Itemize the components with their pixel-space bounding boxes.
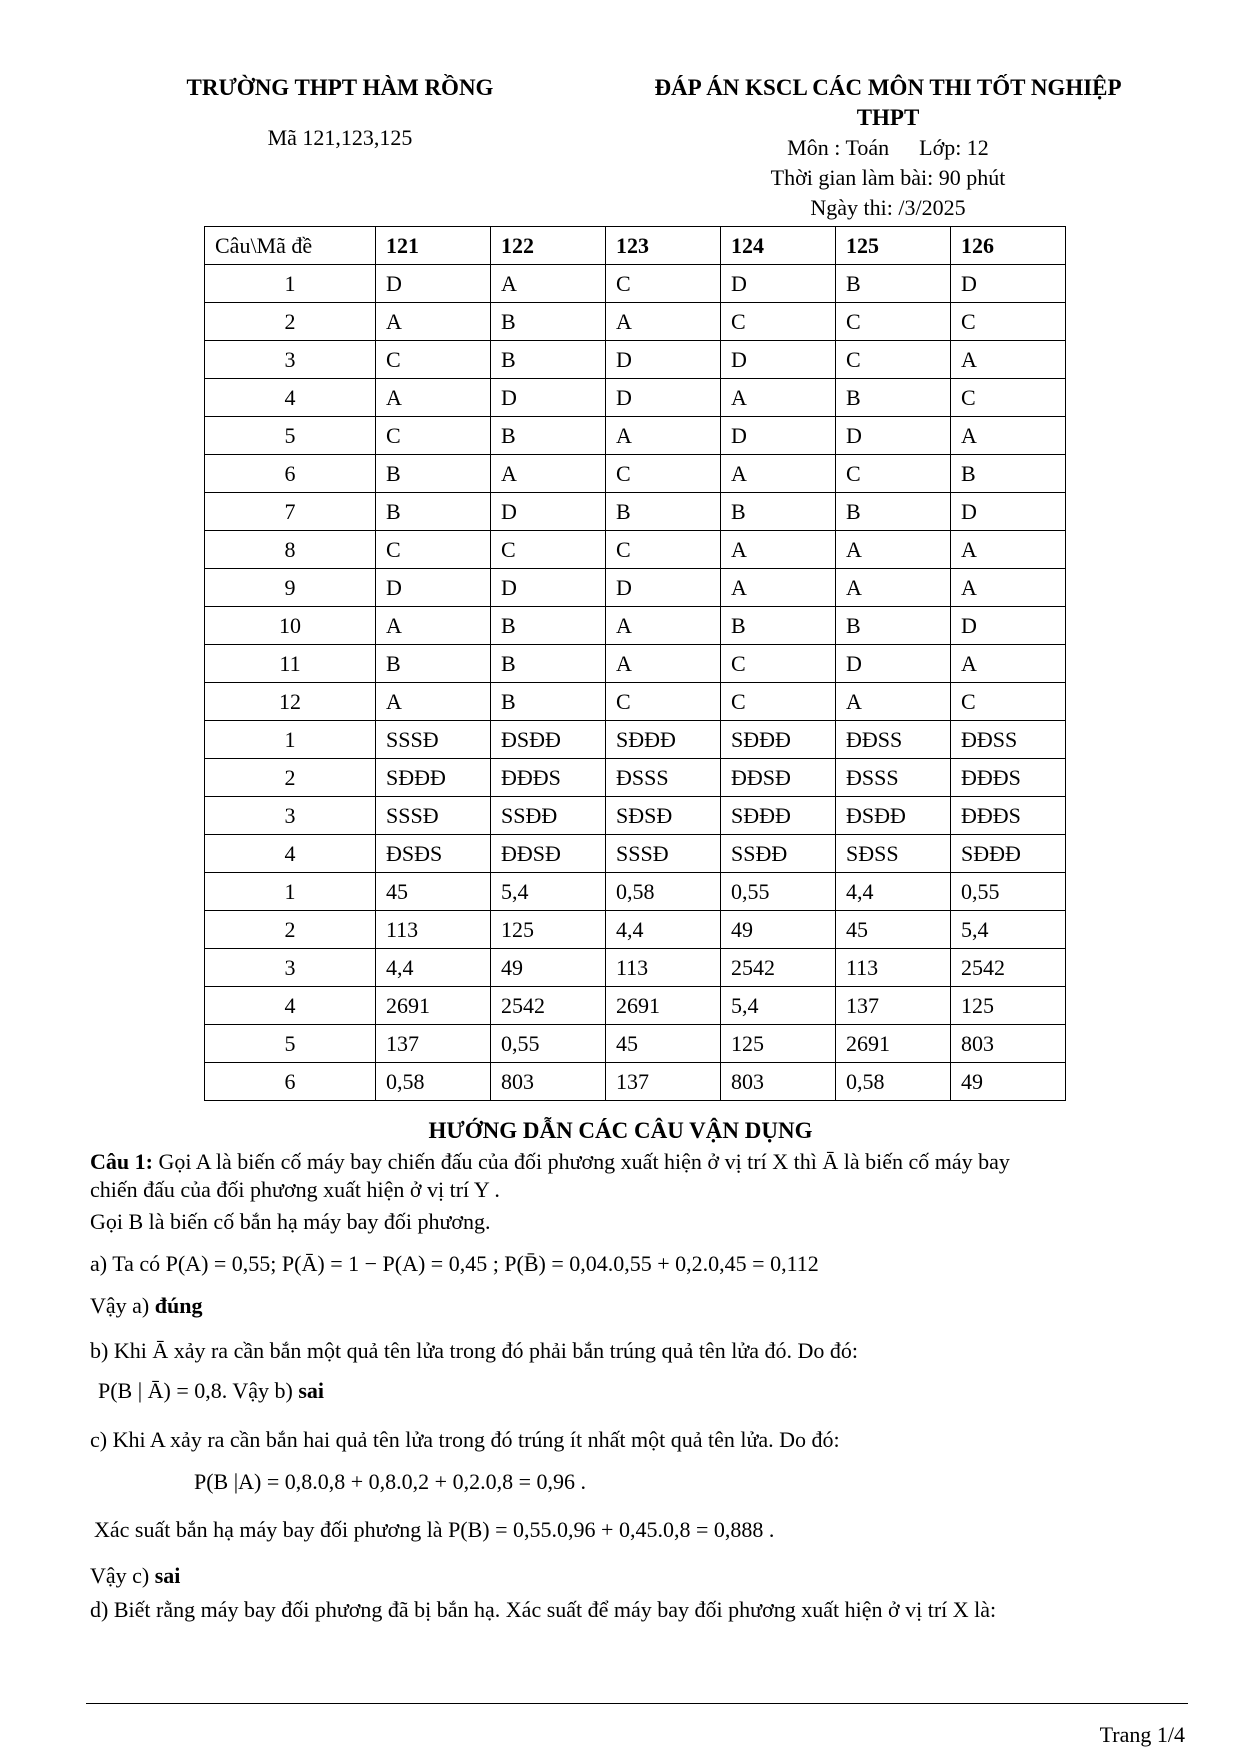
answer-cell: D	[721, 341, 836, 379]
header-cell-code: 124	[721, 227, 836, 265]
answer-cell: 0,58	[376, 1063, 491, 1101]
header-cell-code: 123	[606, 227, 721, 265]
guide-title: HƯỚNG DẪN CÁC CÂU VẬN DỤNG	[428, 1118, 813, 1143]
answer-cell: A	[376, 379, 491, 417]
answer-cell: B	[376, 493, 491, 531]
table-row	[205, 265, 1066, 303]
answer-cell: B	[836, 379, 951, 417]
part-c-verdict: sai	[154, 1563, 181, 1588]
answer-cell: SĐĐĐ	[721, 797, 836, 835]
answer-cell: D	[491, 493, 606, 531]
answer-cell: 4,4	[836, 873, 951, 911]
header-cell-question: Câu\Mã đề	[205, 227, 376, 265]
table-row	[205, 987, 1066, 1025]
answer-cell: B	[836, 265, 951, 303]
answer-cell: 2542	[951, 949, 1066, 987]
answer-cell: 137	[606, 1063, 721, 1101]
answer-cell: 0,58	[606, 873, 721, 911]
answer-cell: A	[376, 607, 491, 645]
table-row	[205, 341, 1066, 379]
table-row	[205, 911, 1066, 949]
answer-cell: A	[491, 455, 606, 493]
answer-cell: B	[491, 417, 606, 455]
part-b-verdict: sai	[298, 1378, 325, 1403]
question-number-cell: 3	[205, 341, 376, 379]
document-title-line2: THPT	[856, 105, 920, 130]
table-row	[205, 949, 1066, 987]
answer-cell: A	[606, 645, 721, 683]
answer-cell: 5,4	[721, 987, 836, 1025]
answer-cell: 0,55	[951, 873, 1066, 911]
answer-cell: 2691	[836, 1025, 951, 1063]
answer-cell: C	[951, 683, 1066, 721]
answer-cell: C	[606, 265, 721, 303]
question-number-cell: 4	[205, 987, 376, 1025]
table-row	[205, 569, 1066, 607]
answer-cell: C	[376, 531, 491, 569]
question-number-cell: 3	[205, 949, 376, 987]
answer-cell: C	[836, 455, 951, 493]
answer-table	[204, 226, 1066, 1101]
answer-cell: A	[491, 265, 606, 303]
cau1-line2: chiến đấu của đối phương xuất hiện ở vị trí Y .	[90, 1177, 500, 1202]
question-number-cell: 6	[205, 455, 376, 493]
part-b-prefix: . Vậy b)	[221, 1378, 299, 1403]
answer-cell: SĐSS	[836, 835, 951, 873]
answer-cell: D	[491, 379, 606, 417]
table-row	[205, 379, 1066, 417]
question-number-cell: 1	[205, 721, 376, 759]
question-number-cell: 2	[205, 303, 376, 341]
answer-cell: 4,4	[606, 911, 721, 949]
answer-cell: SĐĐĐ	[376, 759, 491, 797]
question-number-cell: 6	[205, 1063, 376, 1101]
answer-cell: 137	[376, 1025, 491, 1063]
part-d-line: d) Biết rằng máy bay đối phương đã bị bắn hạ. Xác suất để máy bay đối phương xuất hiện ở vị trí X là:	[90, 1597, 997, 1622]
question-number-cell: 3	[205, 797, 376, 835]
answer-cell: SSSĐ	[376, 797, 491, 835]
answer-cell: A	[836, 531, 951, 569]
answer-cell: ĐĐSĐ	[721, 759, 836, 797]
table-row	[205, 835, 1066, 873]
question-number-cell: 2	[205, 759, 376, 797]
answer-cell: 125	[951, 987, 1066, 1025]
answer-cell: B	[606, 493, 721, 531]
table-row	[205, 493, 1066, 531]
exam-date: Ngày thi: /3/2025	[810, 195, 966, 220]
part-a-verdict: đúng	[154, 1293, 203, 1318]
answer-cell: A	[836, 569, 951, 607]
answer-cell: C	[606, 455, 721, 493]
page-number: Trang 1/4	[1099, 1722, 1185, 1747]
answer-cell: A	[721, 531, 836, 569]
answer-cell: A	[721, 569, 836, 607]
answer-cell: 0,58	[836, 1063, 951, 1101]
answer-cell: 5,4	[491, 873, 606, 911]
table-row	[205, 873, 1066, 911]
answer-cell: 4,4	[376, 949, 491, 987]
answer-cell: A	[951, 569, 1066, 607]
answer-cell: D	[951, 493, 1066, 531]
answer-cell: SĐĐĐ	[721, 721, 836, 759]
answer-cell: B	[376, 455, 491, 493]
table-row	[205, 797, 1066, 835]
answer-cell: 49	[721, 911, 836, 949]
answer-cell: B	[951, 455, 1066, 493]
subject-grade-line	[618, 133, 1158, 163]
answer-cell: 0,55	[491, 1025, 606, 1063]
answer-cell: D	[836, 417, 951, 455]
answer-cell: SSSĐ	[376, 721, 491, 759]
answer-cell: B	[721, 607, 836, 645]
answer-cell: ĐSSS	[606, 759, 721, 797]
answer-cell: B	[491, 683, 606, 721]
answer-cell: B	[491, 341, 606, 379]
answer-cell: 803	[721, 1063, 836, 1101]
answer-cell: 803	[951, 1025, 1066, 1063]
question-number-cell: 4	[205, 379, 376, 417]
answer-cell: SĐSĐ	[606, 797, 721, 835]
part-b-calc: P(B | Ā) = 0,8	[98, 1378, 222, 1403]
answer-cell: C	[376, 341, 491, 379]
subject: Môn : Toán	[787, 135, 890, 160]
answer-cell: C	[491, 531, 606, 569]
question-number-cell: 1	[205, 265, 376, 303]
answer-cell: A	[606, 303, 721, 341]
answer-cell: C	[606, 683, 721, 721]
answer-cell: A	[606, 607, 721, 645]
answer-cell: 0,55	[721, 873, 836, 911]
footer-rule	[86, 1703, 1188, 1704]
answer-cell: A	[951, 341, 1066, 379]
answer-cell: A	[721, 379, 836, 417]
part-c-line3: Xác suất bắn hạ máy bay đối phương là P(B) = 0,55.0,96 + 0,45.0,8 = 0,888 .	[94, 1517, 775, 1542]
cau1-text: Gọi A là biến cố máy bay chiến đấu của đối phương xuất hiện ở vị trí X thì Ā là biến cố máy bay	[158, 1149, 1010, 1174]
header-cell-code: 125	[836, 227, 951, 265]
table-row	[205, 721, 1066, 759]
table-row	[205, 455, 1066, 493]
answer-cell: 45	[836, 911, 951, 949]
duration: Thời gian làm bài: 90 phút	[770, 165, 1006, 190]
table-row	[205, 303, 1066, 341]
answer-cell: 5,4	[951, 911, 1066, 949]
table-row	[205, 417, 1066, 455]
answer-cell: D	[721, 417, 836, 455]
answer-cell: ĐSSS	[836, 759, 951, 797]
answer-cell: D	[951, 265, 1066, 303]
answer-cell: ĐSĐĐ	[836, 797, 951, 835]
question-number-cell: 4	[205, 835, 376, 873]
answer-cell: A	[951, 417, 1066, 455]
answer-cell: SSĐĐ	[721, 835, 836, 873]
answer-cell: ĐĐĐS	[491, 759, 606, 797]
header-cell-code: 122	[491, 227, 606, 265]
answer-cell: C	[836, 341, 951, 379]
table-row	[205, 645, 1066, 683]
question-number-cell: 5	[205, 417, 376, 455]
header-left	[150, 73, 530, 153]
answer-cell: 113	[376, 911, 491, 949]
exam-codes: Mã 121,123,125	[267, 125, 413, 150]
answer-cell: C	[376, 417, 491, 455]
answer-cell: 45	[606, 1025, 721, 1063]
header-cell-code: 126	[951, 227, 1066, 265]
answer-cell: 125	[721, 1025, 836, 1063]
answer-cell: 49	[491, 949, 606, 987]
part-a-calc: a) Ta có P(A) = 0,55; P(Ā) = 1 − P(A) = 0,45 ; P(B̄) = 0,04.0,55 + 0,2.0,45 = 0,112	[90, 1251, 819, 1276]
question-number-cell: 2	[205, 911, 376, 949]
answer-cell: A	[951, 645, 1066, 683]
answer-cell: 49	[951, 1063, 1066, 1101]
answer-cell: D	[951, 607, 1066, 645]
answer-cell: D	[606, 379, 721, 417]
answer-cell: 2691	[376, 987, 491, 1025]
answer-cell: C	[951, 379, 1066, 417]
answer-cell: A	[606, 417, 721, 455]
table-row	[205, 1025, 1066, 1063]
part-c-line1: c) Khi A xảy ra cần bắn hai quả tên lửa trong đó trúng ít nhất một quả tên lửa. Do đó:	[90, 1427, 840, 1452]
part-c-prefix: Vậy c)	[90, 1563, 155, 1588]
answer-cell: A	[951, 531, 1066, 569]
table-row	[205, 607, 1066, 645]
answer-cell: B	[836, 607, 951, 645]
answer-cell: D	[606, 341, 721, 379]
part-c-conclusion	[90, 1562, 180, 1590]
answer-cell: B	[491, 607, 606, 645]
answer-cell: D	[376, 265, 491, 303]
header-cell-code: 121	[376, 227, 491, 265]
answer-cell: C	[606, 531, 721, 569]
answer-cell: C	[721, 303, 836, 341]
answer-cell: 2542	[721, 949, 836, 987]
answer-cell: ĐĐSS	[951, 721, 1066, 759]
answer-cell: ĐSĐS	[376, 835, 491, 873]
answer-cell: A	[721, 455, 836, 493]
answer-cell: SĐĐĐ	[951, 835, 1066, 873]
answer-cell: C	[836, 303, 951, 341]
question-number-cell: 12	[205, 683, 376, 721]
school-name: TRƯỜNG THPT HÀM RỒNG	[186, 75, 494, 100]
answer-cell: D	[606, 569, 721, 607]
part-a-conclusion	[90, 1292, 202, 1320]
question-number-cell: 5	[205, 1025, 376, 1063]
answer-cell: ĐĐĐS	[951, 797, 1066, 835]
table-row	[205, 531, 1066, 569]
table-row	[205, 683, 1066, 721]
answer-cell: ĐĐSĐ	[491, 835, 606, 873]
table-row	[205, 1063, 1066, 1101]
question-number-cell: 10	[205, 607, 376, 645]
answer-cell: SSĐĐ	[491, 797, 606, 835]
part-b-line1: b) Khi Ā xảy ra cần bắn một quả tên lửa trong đó phải bắn trúng quả tên lửa đó. Do đó:	[90, 1338, 858, 1363]
answer-cell: D	[836, 645, 951, 683]
answer-cell: B	[836, 493, 951, 531]
answer-cell: B	[376, 645, 491, 683]
answer-cell: D	[491, 569, 606, 607]
answer-cell: 2542	[491, 987, 606, 1025]
answer-cell: 803	[491, 1063, 606, 1101]
header-right	[618, 73, 1158, 223]
answer-cell: B	[491, 303, 606, 341]
part-a-prefix: Vậy a)	[90, 1293, 155, 1318]
answer-cell: A	[836, 683, 951, 721]
cau1-line1	[90, 1148, 1010, 1176]
answer-cell: B	[491, 645, 606, 683]
answer-cell: A	[376, 303, 491, 341]
question-number-cell: 8	[205, 531, 376, 569]
answer-cell: SĐĐĐ	[606, 721, 721, 759]
table-row	[205, 759, 1066, 797]
question-number-cell: 11	[205, 645, 376, 683]
answer-cell: B	[721, 493, 836, 531]
question-number-cell: 9	[205, 569, 376, 607]
answer-cell: ĐĐSS	[836, 721, 951, 759]
cau1-label: Câu 1:	[90, 1149, 153, 1174]
answer-cell: 125	[491, 911, 606, 949]
answer-cell: 113	[606, 949, 721, 987]
grade: Lớp: 12	[919, 135, 989, 160]
answer-cell: D	[376, 569, 491, 607]
answer-cell: SSSĐ	[606, 835, 721, 873]
answer-cell: C	[721, 683, 836, 721]
answer-cell: 2691	[606, 987, 721, 1025]
answer-cell: ĐĐĐS	[951, 759, 1066, 797]
answer-cell: 137	[836, 987, 951, 1025]
answer-cell: 113	[836, 949, 951, 987]
answer-cell: C	[721, 645, 836, 683]
answer-cell: 45	[376, 873, 491, 911]
answer-cell: ĐSĐĐ	[491, 721, 606, 759]
define-b-line: Gọi B là biến cố bắn hạ máy bay đối phương.	[90, 1209, 491, 1234]
table-header-row	[205, 227, 1066, 265]
answer-cell: D	[721, 265, 836, 303]
answer-cell: A	[376, 683, 491, 721]
part-c-line2: P(B |A) = 0,8.0,8 + 0,8.0,2 + 0,2.0,8 = 0,96 .	[194, 1469, 586, 1494]
part-b-line2	[98, 1377, 324, 1405]
question-number-cell: 1	[205, 873, 376, 911]
question-number-cell: 7	[205, 493, 376, 531]
answer-cell: C	[951, 303, 1066, 341]
document-title-line1: ĐÁP ÁN KSCL CÁC MÔN THI TỐT NGHIỆP	[654, 75, 1122, 100]
